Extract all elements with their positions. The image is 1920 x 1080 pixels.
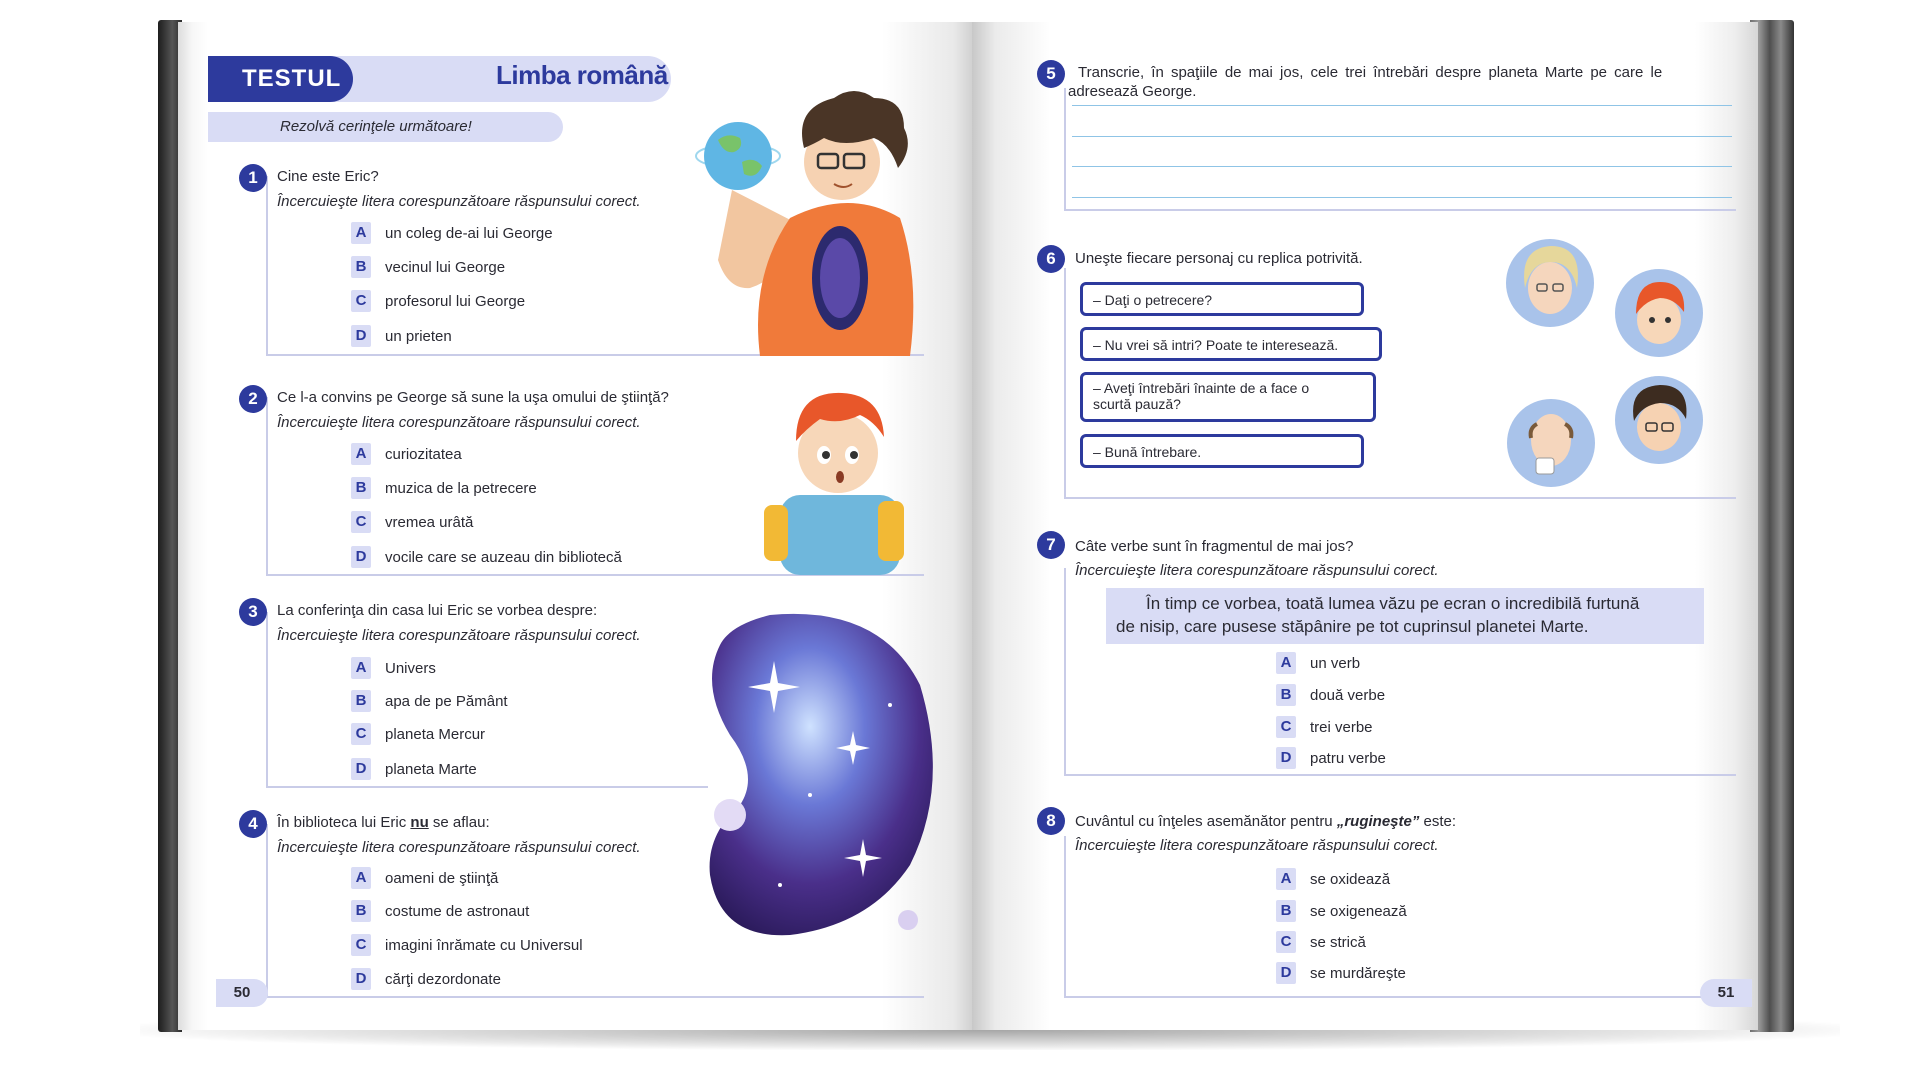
text-fragment-box	[1106, 588, 1704, 644]
emphasis-rugineste: „rugineşte”	[1336, 813, 1420, 830]
question-3-option-d[interactable]: D planeta Marte	[351, 758, 477, 780]
question-1-text: Cine este Eric?	[277, 168, 379, 185]
question-8-option-b[interactable]: B se oxigenează	[1276, 900, 1407, 922]
question-7-number: 7	[1037, 531, 1065, 559]
question-7-option-b[interactable]: B două verbe	[1276, 684, 1385, 706]
question-8-number: 8	[1037, 807, 1065, 835]
answer-line-2[interactable]	[1072, 136, 1732, 137]
question-3-text: La conferinţa din casa lui Eric se vorbea despre:	[277, 602, 598, 619]
question-8-option-c[interactable]: C se strică	[1276, 931, 1366, 953]
galaxy-planet-illustration	[700, 605, 940, 950]
question-4-option-b[interactable]: B costume de astronaut	[351, 900, 529, 922]
question-1-number: 1	[239, 164, 267, 192]
question-4-option-c[interactable]: C imagini înrămate cu Universul	[351, 934, 583, 956]
question-2-number: 2	[239, 385, 267, 413]
question-2-option-d[interactable]: D vocile care se auzeau din bibliotecă	[351, 546, 622, 568]
question-1-option-c[interactable]: C profesorul lui George	[351, 290, 525, 312]
question-3-option-b[interactable]: B apa de pe Pământ	[351, 690, 508, 712]
question-4-option-d[interactable]: D cărţi dezordonate	[351, 968, 501, 990]
question-5-number: 5	[1037, 60, 1065, 88]
question-2-option-b[interactable]: B muzica de la petrecere	[351, 477, 537, 499]
question-3-option-a[interactable]: A Univers	[351, 657, 436, 679]
question-5-text-line2: adresează George.	[1068, 83, 1197, 100]
question-7-option-c[interactable]: C trei verbe	[1276, 716, 1373, 738]
question-7-hint: Încercuieşte litera corespunzătoare răspunsului corect.	[1075, 562, 1439, 579]
test-label: TESTUL	[208, 56, 353, 102]
answer-line-4[interactable]	[1072, 197, 1732, 198]
question-8-option-a[interactable]: A se oxidează	[1276, 868, 1390, 890]
question-3-option-c[interactable]: C planeta Mercur	[351, 723, 485, 745]
question-1-option-b[interactable]: B vecinul lui George	[351, 256, 505, 278]
eric-globe-illustration	[670, 78, 930, 356]
character-portrait-grandma[interactable]	[1505, 238, 1595, 328]
question-3-hint: Încercuieşte litera corespunzătoare răspunsului corect.	[277, 627, 641, 644]
question-7-option-a[interactable]: A un verb	[1276, 652, 1360, 674]
question-5-text-line1: Transcrie, în spaţiile de mai jos, cele trei întrebări despre planeta Marte pe care le	[1078, 64, 1663, 81]
question-5-frame	[1064, 88, 1736, 211]
question-2-option-c[interactable]: C vremea urâtă	[351, 511, 473, 533]
question-3-number: 3	[239, 598, 267, 626]
question-2-option-a[interactable]: A curiozitatea	[351, 443, 462, 465]
george-backpack-illustration	[760, 385, 910, 575]
emphasis-nu: nu	[410, 814, 429, 831]
question-7-text: Câte verbe sunt în fragmentul de mai jos?	[1075, 538, 1354, 555]
question-2-text: Ce l-a convins pe George să sune la uşa omului de ştiinţă?	[277, 389, 669, 406]
subject-title: Limba română	[496, 60, 668, 90]
question-4-hint: Încercuieşte litera corespunzătoare răspunsului corect.	[277, 839, 641, 856]
question-1-hint: Încercuieşte litera corespunzătoare răspunsului corect.	[277, 193, 641, 210]
question-8-option-d[interactable]: D se murdăreşte	[1276, 962, 1406, 984]
question-4-option-a[interactable]: A oameni de ştiinţă	[351, 867, 498, 889]
page-number-left: 50	[216, 979, 268, 1007]
question-2-hint: Încercuieşte litera corespunzătoare răspunsului corect.	[277, 414, 641, 431]
replica-box-3[interactable]: – Aveţi întrebări înainte de a face o scurtă pauză?	[1080, 372, 1376, 422]
answer-line-3[interactable]	[1072, 166, 1732, 167]
fragment-line-1: În timp ce vorbea, toată lumea văzu pe ecran o incredibilă furtună	[1146, 594, 1640, 613]
question-1-option-d[interactable]: D un prieten	[351, 325, 452, 347]
question-4-text: În biblioteca lui Eric nu se aflau:	[277, 814, 490, 831]
replica-box-4[interactable]: – Bună întrebare.	[1080, 434, 1364, 468]
question-6-number: 6	[1037, 245, 1065, 273]
replica-box-2[interactable]: – Nu vrei să intri? Poate te interesează.	[1080, 327, 1382, 361]
answer-line-1[interactable]	[1072, 105, 1732, 106]
character-portrait-george[interactable]	[1614, 268, 1704, 358]
question-8-text: Cuvântul cu înţeles asemănător pentru „rugineşte” este:	[1075, 813, 1457, 830]
character-portrait-eric[interactable]	[1614, 375, 1704, 465]
question-8-hint: Încercuieşte litera corespunzătoare răspunsului corect.	[1075, 837, 1439, 854]
page-number-right: 51	[1700, 979, 1752, 1007]
replica-box-1[interactable]: – Daţi o petrecere?	[1080, 282, 1364, 316]
question-7-option-d[interactable]: D patru verbe	[1276, 747, 1386, 769]
question-6-text: Uneşte fiecare personaj cu replica potrivită.	[1075, 250, 1363, 267]
question-4-number: 4	[239, 810, 267, 838]
character-portrait-scientist[interactable]	[1506, 398, 1596, 488]
question-1-option-a[interactable]: A un coleg de-ai lui George	[351, 222, 553, 244]
fragment-line-2: de nisip, care pusese stăpânire pe tot cuprinsul planetei Marte.	[1116, 617, 1589, 636]
instruction-banner: Rezolvă cerinţele următoare!	[208, 112, 563, 142]
